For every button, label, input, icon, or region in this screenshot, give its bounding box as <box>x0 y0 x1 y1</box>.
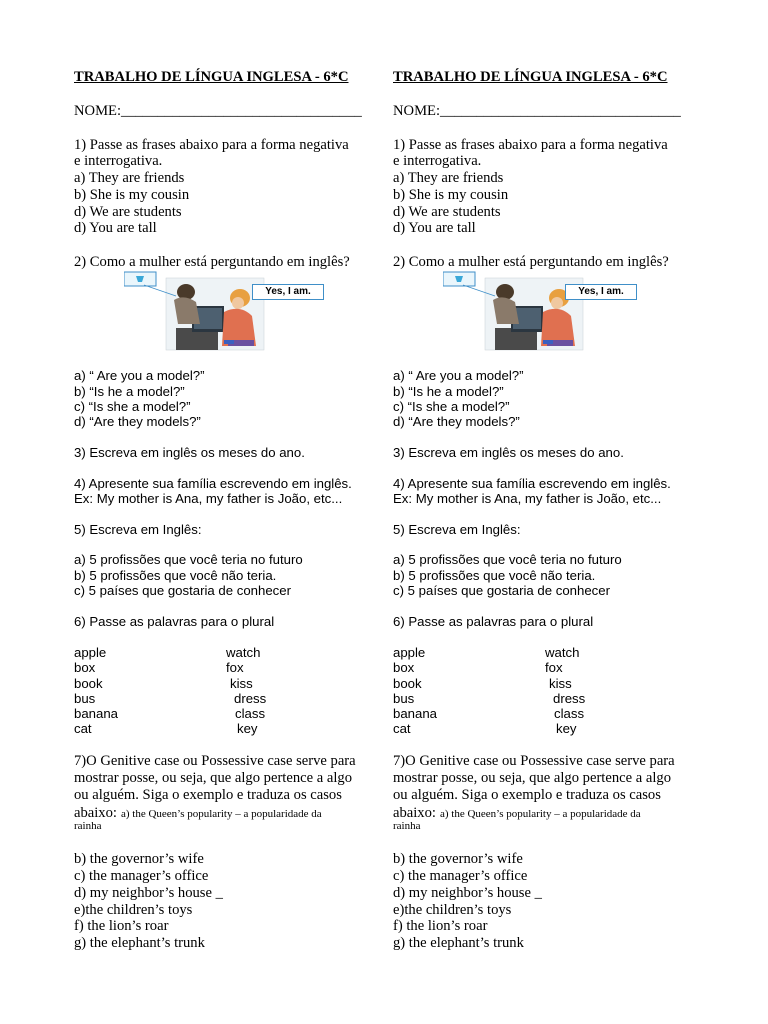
q1-item: a) They are friends <box>393 170 504 186</box>
q1-item: b) She is my cousin <box>393 187 509 203</box>
q5-item: a) 5 profissões que você teria no futuro <box>74 552 303 567</box>
q7-example: a) the Queen’s popularity – a popularidade da <box>120 808 322 820</box>
q2-option: d) “Are they models?” <box>393 414 520 429</box>
q6-word: dress <box>234 691 267 706</box>
q1-item: a) They are friends <box>74 170 185 186</box>
q6-word: box <box>393 660 415 675</box>
illustration-woman-asking <box>124 270 284 352</box>
q7-item: g) the elephant’s trunk <box>74 935 205 951</box>
q6-prompt: 6) Passe as palavras para o plural <box>393 614 594 629</box>
q7-example: rainha <box>393 820 421 832</box>
q1-item: d) You are tall <box>393 220 476 236</box>
q6-word: watch <box>545 645 580 660</box>
q6-word: cat <box>74 721 92 736</box>
q7-item: g) the elephant’s trunk <box>393 935 524 951</box>
illustration-woman-asking <box>443 270 603 352</box>
q6-word: kiss <box>230 676 253 691</box>
q7-item: e)the children’s toys <box>74 902 193 918</box>
q7-prompt: abaixo: <box>393 805 436 821</box>
speech-bubble-text: Yes, I am. <box>265 286 311 297</box>
q6-word: apple <box>393 645 426 660</box>
q7-prompt: 7)O Genitive case ou Possessive case serve para <box>74 753 356 769</box>
q6-word: banana <box>74 706 119 721</box>
q5-prompt: 5) Escreva em Inglês: <box>74 522 202 537</box>
q2-option: a) “ Are you a model?” <box>393 368 524 383</box>
worksheet-title: TRABALHO DE LÍNGUA INGLESA - 6*C <box>393 69 668 85</box>
q5-item: c) 5 países que gostaria de conhecer <box>393 583 610 598</box>
q7-item: f) the lion’s roar <box>393 918 488 934</box>
q7-item: b) the governor’s wife <box>74 851 204 867</box>
q1-item: d) You are tall <box>74 220 157 236</box>
q4-example: Ex: My mother is Ana, my father is João, etc... <box>74 491 343 506</box>
speech-bubble <box>565 284 637 300</box>
q7-example: a) the Queen’s popularity – a popularidade da <box>439 808 641 820</box>
q6-word: banana <box>393 706 438 721</box>
q3-prompt: 3) Escreva em inglês os meses do ano. <box>74 445 305 460</box>
speech-bubble-text: Yes, I am. <box>578 286 624 297</box>
q3-prompt: 3) Escreva em inglês os meses do ano. <box>393 445 624 460</box>
q6-word: book <box>74 676 103 691</box>
q1-prompt: e interrogativa. <box>393 153 482 169</box>
q7-item: c) the manager’s office <box>74 868 209 884</box>
q5-item: a) 5 profissões que você teria no futuro <box>393 552 622 567</box>
q5-item: c) 5 países que gostaria de conhecer <box>74 583 291 598</box>
q7-item: e)the children’s toys <box>393 902 512 918</box>
q6-word: watch <box>226 645 261 660</box>
q6-word: class <box>554 706 585 721</box>
name-line: NOME:_________________________________ <box>74 103 362 119</box>
q2-option: b) “Is he a model?” <box>74 384 185 399</box>
q6-word: key <box>237 721 258 736</box>
q6-word: dress <box>553 691 586 706</box>
q4-prompt: 4) Apresente sua família escrevendo em inglês. <box>74 476 352 491</box>
q7-item: c) the manager’s office <box>393 868 528 884</box>
q6-word: bus <box>74 691 96 706</box>
q7-prompt: mostrar posse, ou seja, que algo pertence a algo <box>74 770 352 786</box>
speech-bubble <box>252 284 324 300</box>
q1-item: d) We are students <box>393 204 501 220</box>
q2-option: b) “Is he a model?” <box>393 384 504 399</box>
q5-item: b) 5 profissões que você não teria. <box>74 568 277 583</box>
q6-word: bus <box>393 691 415 706</box>
q6-word: apple <box>74 645 107 660</box>
q6-word: cat <box>393 721 411 736</box>
q1-item: b) She is my cousin <box>74 187 190 203</box>
q2-option: a) “ Are you a model?” <box>74 368 205 383</box>
q1-item: d) We are students <box>74 204 182 220</box>
q4-example: Ex: My mother is Ana, my father is João, etc... <box>393 491 662 506</box>
q6-prompt: 6) Passe as palavras para o plural <box>74 614 275 629</box>
q7-item: b) the governor’s wife <box>393 851 523 867</box>
q7-prompt: mostrar posse, ou seja, que algo pertence a algo <box>393 770 671 786</box>
q7-example: rainha <box>74 820 102 832</box>
q6-word: fox <box>226 660 244 675</box>
q6-word: box <box>74 660 96 675</box>
q7-example-line <box>74 805 322 821</box>
q1-prompt: 1) Passe as frases abaixo para a forma negativa <box>393 137 668 153</box>
q6-word: key <box>556 721 577 736</box>
q4-prompt: 4) Apresente sua família escrevendo em inglês. <box>393 476 671 491</box>
q6-word: kiss <box>549 676 572 691</box>
q7-prompt: ou alguém. Siga o exemplo e traduza os casos <box>74 787 342 803</box>
q7-item: d) my neighbor’s house _ <box>74 885 223 901</box>
q5-item: b) 5 profissões que você não teria. <box>393 568 596 583</box>
q1-prompt: 1) Passe as frases abaixo para a forma negativa <box>74 137 349 153</box>
q6-word: class <box>235 706 266 721</box>
q6-word: fox <box>545 660 563 675</box>
q7-item: f) the lion’s roar <box>74 918 169 934</box>
q7-item: d) my neighbor’s house _ <box>393 885 542 901</box>
q5-prompt: 5) Escreva em Inglês: <box>393 522 521 537</box>
q7-prompt: ou alguém. Siga o exemplo e traduza os casos <box>393 787 661 803</box>
q7-prompt: abaixo: <box>74 805 117 821</box>
q2-prompt: 2) Como a mulher está perguntando em inglês? <box>74 254 350 270</box>
q7-example-line <box>393 805 641 821</box>
worksheet-title: TRABALHO DE LÍNGUA INGLESA - 6*C <box>74 69 349 85</box>
q2-option: d) “Are they models?” <box>74 414 201 429</box>
q2-prompt: 2) Como a mulher está perguntando em inglês? <box>393 254 669 270</box>
q1-prompt: e interrogativa. <box>74 153 163 169</box>
q2-option: c) “Is she a model?” <box>393 399 510 414</box>
q7-prompt: 7)O Genitive case ou Possessive case serve para <box>393 753 675 769</box>
q6-word: book <box>393 676 422 691</box>
name-line: NOME:_________________________________ <box>393 103 681 119</box>
q2-option: c) “Is she a model?” <box>74 399 191 414</box>
